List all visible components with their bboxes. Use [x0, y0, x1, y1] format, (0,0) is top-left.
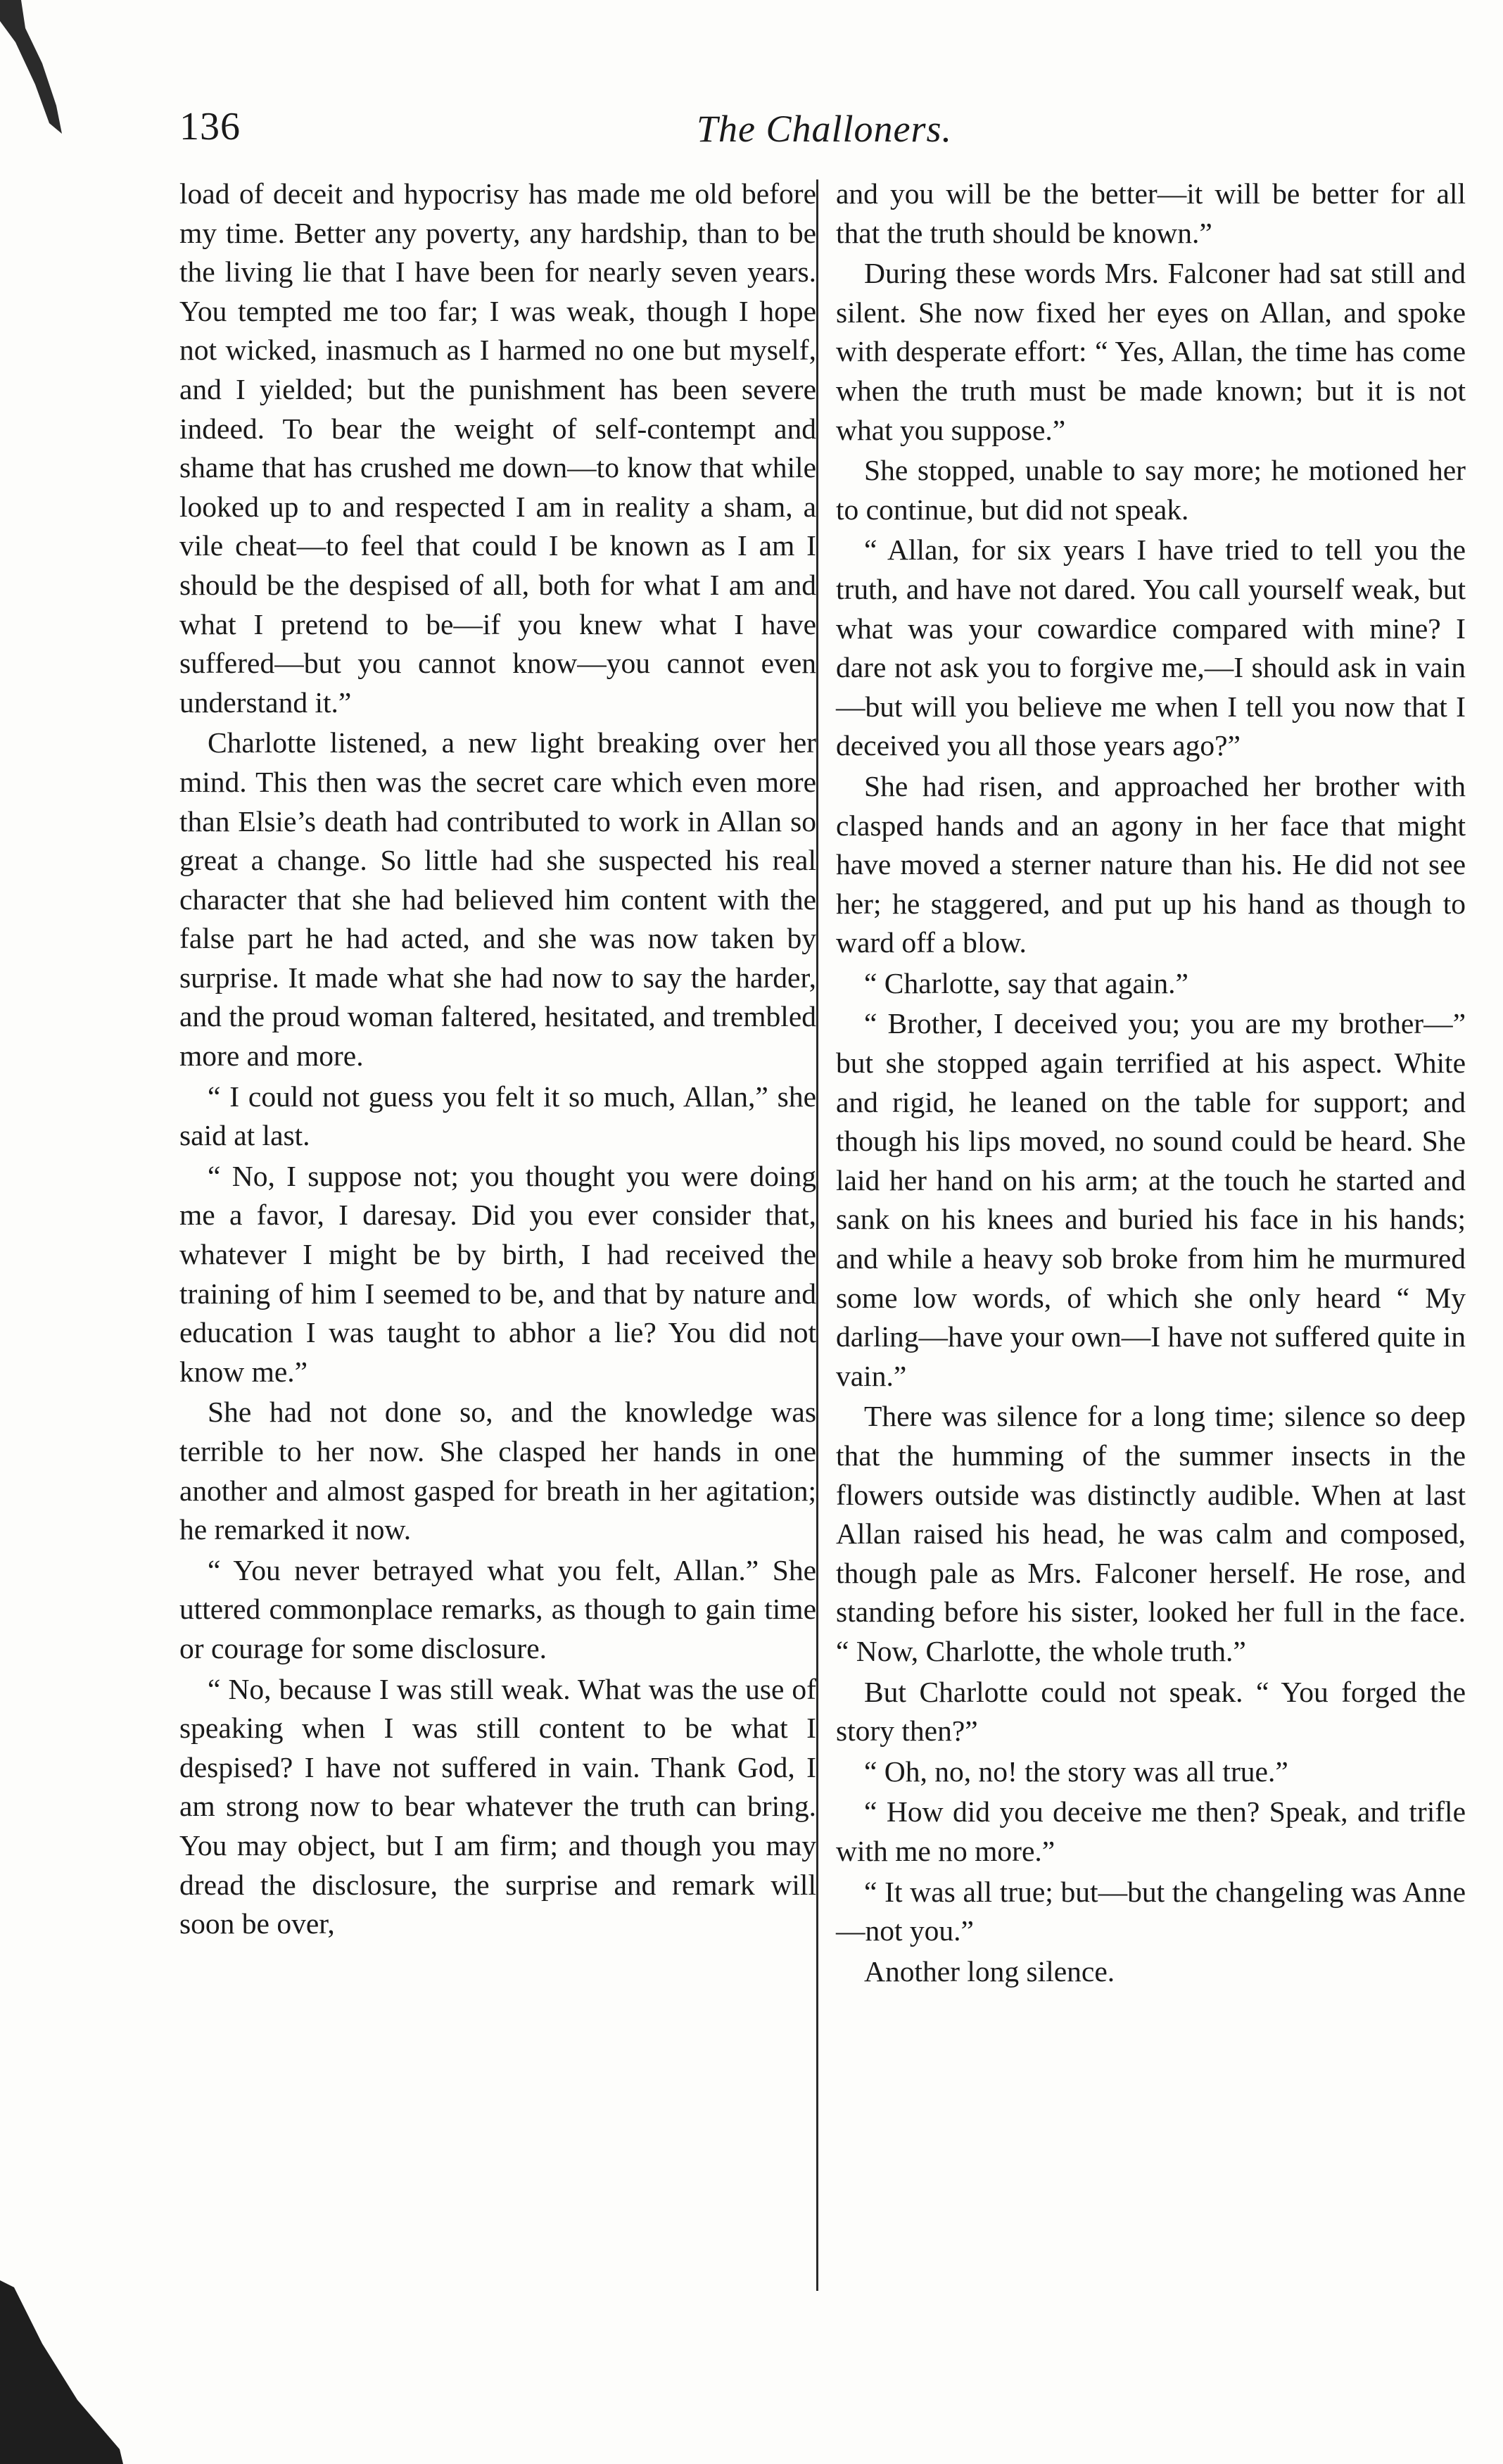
paragraph: “ I could not guess you felt it so much, Allan,” she said at last.: [179, 1080, 816, 1152]
paragraph: load of deceit and hypocrisy has made me old before my time. Better any poverty, any hardship, than to be the living lie that I have been for nearly seven years. You tempted me too far; I was weak, though I hope not wicked, inasmuch as I harmed no one but myself, and I yielded; but the punishment has been severe indeed. To bear the weight of self-contempt and shame that has crushed me down—to know that while looked up to and respected I am in reality a sham, a vile cheat—to feel that could I be known as I am I should be the despised of all, both for what I am and what I pretend to be—if you knew what I have suffered—but you cannot know—you cannot even understand it.”: [179, 177, 816, 719]
paragraph: “ Oh, no, no! the story was all true.”: [864, 1755, 1288, 1788]
running-title: The Challoners.: [697, 108, 953, 150]
paragraph: But Charlotte could not speak. “ You forged the story then?”: [836, 1675, 1466, 1748]
page-edge-smudge-bottom: [0, 2266, 134, 2464]
paragraph: “ You never betrayed what you felt, Allan.” She uttered commonplace remarks, as though to gain time or courage for some disclosure.: [179, 1553, 816, 1664]
paragraph: She had not done so, and the knowledge was terrible to her now. She clasped her hands in one another and almost gasped for breath in her agitation; he remarked it now.: [179, 1396, 816, 1546]
paragraph: During these words Mrs. Falconer had sat still and silent. She now fixed her eyes on Allan, and spoke with desperate effort: “ Yes, Allan, the time has come when the truth must be made known; but it is not what you suppose.”: [836, 257, 1466, 446]
paragraph: “ It was all true; but—but the changeling was Anne—not you.”: [836, 1875, 1466, 1947]
paragraph: “ No, because I was still weak. What was the use of speaking when I was still content to be what I despised? I have not suffered in vain. Thank God, I am strong now to bear whatever the truth can bring. You may object, but I am firm; and though you may dread the disclosure, the surprise and remark will soon be over,: [179, 1672, 816, 1940]
paragraph: Charlotte listened, a new light breaking over her mind. This then was the secret care which even more than Elsie’s death had contributed to work in Allan so great a change. So little had she suspected his real character that she had believed him content with the false part he had acted, and she was now taken by surprise. It made what she had now to say the harder, and the proud woman faltered, hesitated, and trembled more and more.: [179, 726, 816, 1073]
paragraph: “ Allan, for six years I have tried to tell you the truth, and have not dared. You call yourself weak, but what was your cowardice compared with mine? I dare not ask you to forgive me,—I should ask in vain—but will you believe me when I tell you now that I deceived you all those years ago?”: [836, 533, 1466, 762]
text-column-left: [179, 175, 816, 1944]
paragraph: “ Brother, I deceived you; you are my brother—” but she stopped again terrified at his aspect. White and rigid, he leaned on the table for support; and though his lips moved, no sound could be heard. She laid her hand on his arm; at the touch he started and sank on his knees and buried his face in his hands; and while a heavy sob broke from him he murmured some low words, of which she only heard “ My darling—have your own—I have not suffered quite in vain.”: [836, 1007, 1466, 1392]
paragraph: She stopped, unable to say more; he motioned her to continue, but did not speak.: [836, 454, 1466, 526]
paragraph: “ How did you deceive me then? Speak, and trifle with me no more.”: [836, 1795, 1466, 1867]
paragraph: There was silence for a long time; silence so deep that the humming of the summer insects in the flowers outside was distinctly audible. When at last Allan raised his head, he was calm and composed, though pale as Mrs. Falconer herself. He rose, and standing before his sister, looked her full in the face. “ Now, Charlotte, the whole truth.”: [836, 1400, 1466, 1667]
page-edge-smudge-top: [0, 0, 84, 162]
column-divider: [816, 179, 818, 2291]
text-column-right: [836, 175, 1466, 1991]
paragraph: Another long silence.: [864, 1954, 1115, 1988]
page-number: 136: [179, 105, 241, 149]
paragraph: She had risen, and approached her brother with clasped hands and an agony in her face that might have moved a sterner nature than his. He did not see her; he staggered, and put up his hand as though to ward off a blow.: [836, 769, 1466, 959]
paragraph: “ No, I suppose not; you thought you were doing me a favor, I daresay. Did you ever consider that, whatever I might be by birth, I had received the training of him I seemed to be, and that by nature and education I was taught to abhor a lie? You did not know me.”: [179, 1159, 816, 1388]
paragraph: “ Charlotte, say that again.”: [864, 966, 1188, 999]
paragraph: and you will be the better—it will be better for all that the truth should be known.”: [836, 177, 1466, 249]
